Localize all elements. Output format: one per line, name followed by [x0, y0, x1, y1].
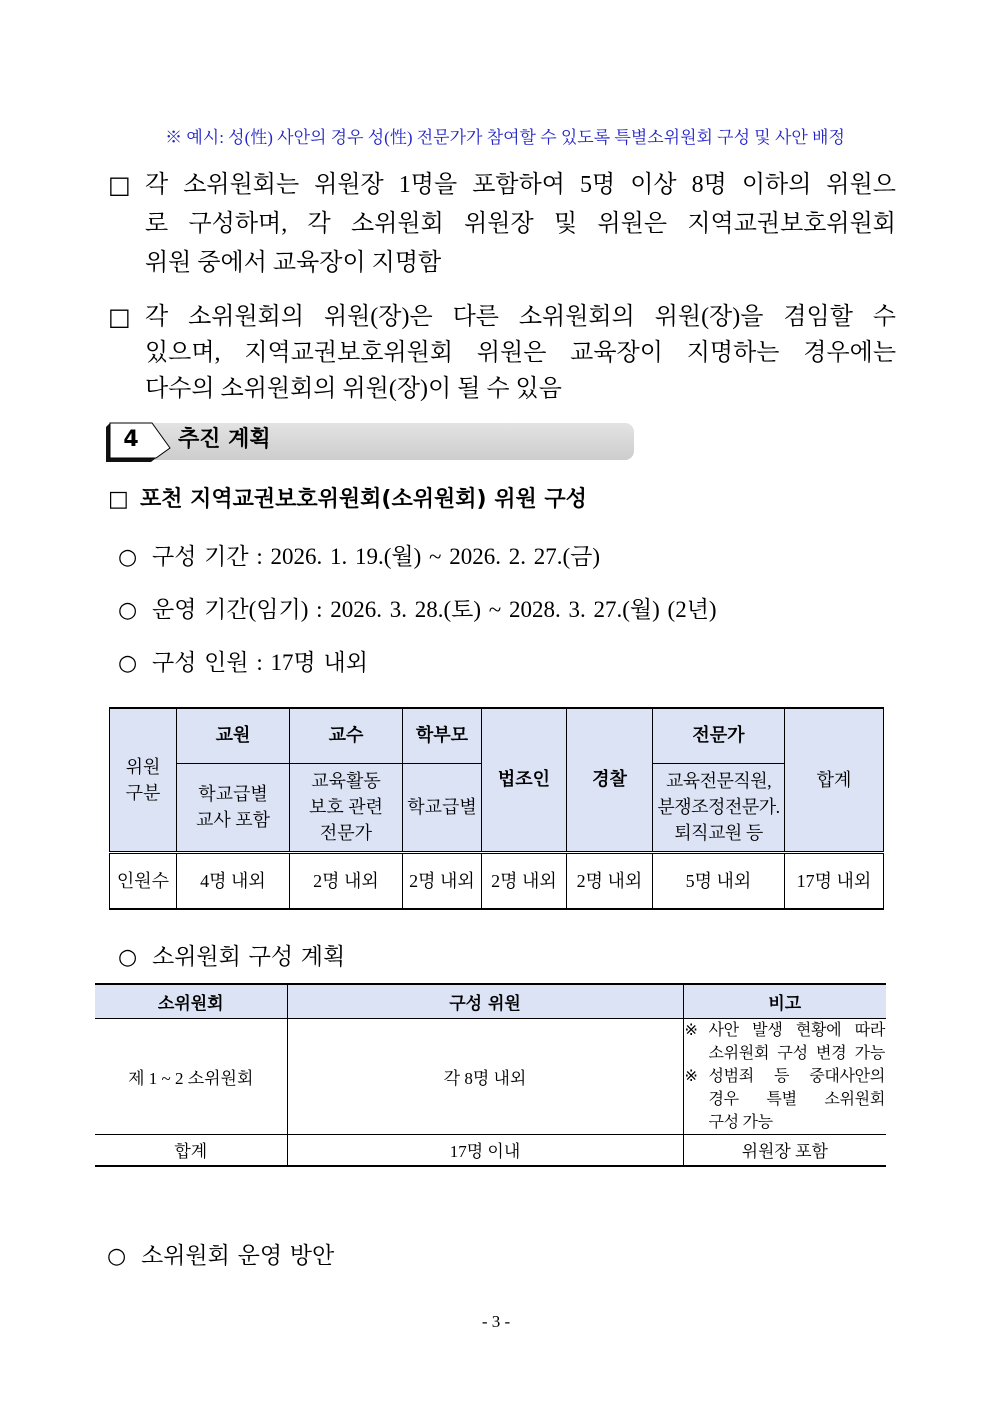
operation-plan-heading	[107, 1241, 334, 1271]
operation-plan-title: 소위원회 운영 방안	[141, 1243, 335, 1268]
paragraph-lines	[145, 166, 896, 283]
subcommittee-plan-heading	[118, 942, 345, 972]
row-label-count: 인원수	[110, 852, 177, 909]
column-header-expert: 전문가	[653, 708, 785, 763]
composition-heading	[108, 486, 587, 514]
bullet-formation-period	[118, 542, 600, 572]
column-header-total: 합계	[785, 708, 884, 852]
bullet-text: 구성 기간 : 2026. 1. 19.(월) ~ 2026. 2. 27.(금)	[152, 544, 601, 569]
section-number: 4	[123, 427, 139, 452]
bullet-member-count	[118, 648, 368, 678]
remark-note	[685, 1019, 886, 1065]
circle-marker: ○	[118, 945, 138, 970]
subcommittee-plan-table	[95, 983, 886, 1167]
count-cell-professor: 2명 내외	[290, 852, 403, 909]
total-remark-cell: 위원장 포함	[683, 1134, 886, 1166]
count-cell-lawyer: 2명 내외	[482, 852, 567, 909]
remark-line: 성범죄 등 중대사안의	[708, 1067, 885, 1085]
count-cell-police: 2명 내외	[567, 852, 653, 909]
teacher-detail-cell	[177, 763, 290, 852]
detail-line: 퇴직교원 등	[674, 823, 763, 843]
subcommittee-members-cell: 각 8명 내외	[287, 1018, 683, 1134]
paragraph-line: 위원 중에서 교육장이 지명함	[145, 250, 442, 276]
checkbox-marker: □	[108, 487, 129, 512]
subcommittee-plan-title: 소위원회 구성 계획	[152, 944, 346, 969]
circle-marker: ○	[118, 651, 138, 676]
count-cell-teacher: 4명 내외	[177, 852, 290, 909]
paragraph-line: 각 소위원회는 위원장 1명을 포함하여 5명 이상 8명 이하의 위원으	[145, 172, 896, 198]
column-header-lawyer: 법조인	[482, 708, 567, 852]
remark-lines	[709, 1019, 886, 1065]
detail-line: 전문가	[319, 823, 373, 843]
count-cell-total: 17명 내외	[785, 852, 884, 909]
bullet-text: 구성 인원 : 17명 내외	[152, 650, 368, 675]
circle-marker: ○	[107, 1244, 127, 1269]
column-header-remarks: 비고	[683, 984, 886, 1018]
detail-line: 보호 관련	[308, 797, 384, 817]
member-composition-table	[109, 707, 884, 910]
remark-line: 소위원회 구성 변경 가능	[708, 1044, 885, 1062]
paragraph-line: 있으며, 지역교권보호위원회 위원은 교육장이 지명하는 경우에는	[145, 340, 896, 366]
column-header-professor: 교수	[290, 708, 403, 763]
remark-line: 사안 발생 현황에 따라	[708, 1021, 885, 1039]
remark-lines	[709, 1065, 886, 1134]
column-header-parent: 학부모	[403, 708, 482, 763]
detail-line: 학교급별	[198, 784, 268, 804]
reference-mark: ※	[684, 1021, 698, 1039]
reference-mark: ※	[684, 1067, 698, 1085]
count-cell-expert: 5명 내외	[653, 852, 785, 909]
detail-line: 분쟁조정전문가.	[657, 797, 780, 817]
column-header-teacher: 교원	[177, 708, 290, 763]
paragraph-line: 다수의 소위원회의 위원(장)이 될 수 있음	[145, 376, 562, 402]
detail-line: 교육전문직원,	[665, 771, 772, 791]
subcommittee-name-cell: 제 1 ~ 2 소위원회	[95, 1018, 287, 1134]
paragraph-line: 로 구성하며, 각 소위원회 위원장 및 위원은 지역교권보호위원회	[145, 211, 896, 237]
detail-line: 학교급별	[407, 797, 477, 817]
bullet-text: 운영 기간(임기) : 2026. 3. 28.(토) ~ 2028. 3. 27.(월) (2년)	[152, 597, 717, 622]
column-header-subcommittee: 소위원회	[95, 984, 287, 1018]
category-header-line: 위원	[125, 756, 161, 777]
bullet-operation-period	[118, 595, 717, 625]
remark-note	[685, 1065, 886, 1134]
paragraph-line: 각 소위원회의 위원(장)은 다른 소위원회의 위원(장)을 겸임할 수	[145, 304, 896, 330]
total-label-cell: 합계	[95, 1134, 287, 1166]
checkbox-marker: □	[108, 171, 131, 199]
remark-line: 경우 특별 소위원회	[708, 1090, 885, 1108]
remark-line: 구성 가능	[708, 1113, 773, 1131]
category-header-cell	[110, 708, 177, 852]
circle-marker: ○	[118, 545, 138, 570]
total-members-cell: 17명 이내	[287, 1134, 683, 1166]
circle-marker: ○	[118, 598, 138, 623]
paragraph-lines	[145, 299, 896, 407]
professor-detail-cell	[290, 763, 403, 852]
composition-title: 포천 지역교권보호위원회(소위원회) 위원 구성	[140, 487, 587, 512]
expert-detail-cell	[653, 763, 785, 852]
page-number: - 3 -	[481, 1312, 511, 1331]
count-cell-parent: 2명 내외	[403, 852, 482, 909]
column-header-police: 경찰	[567, 708, 653, 852]
parent-detail-cell	[403, 763, 482, 852]
remarks-cell	[683, 1018, 886, 1134]
section-title: 추진 계획	[178, 427, 271, 452]
column-header-members: 구성 위원	[287, 984, 683, 1018]
category-header-line: 구분	[125, 782, 161, 803]
example-note: ※ 예시: 성(性) 사안의 경우 성(性) 전문가가 참여할 수 있도록 특별소위원회 구성 및 사안 배정	[165, 128, 845, 147]
checkbox-marker: □	[108, 303, 131, 331]
detail-line: 교육활동	[311, 771, 381, 791]
detail-line: 교사 포함	[195, 810, 271, 830]
